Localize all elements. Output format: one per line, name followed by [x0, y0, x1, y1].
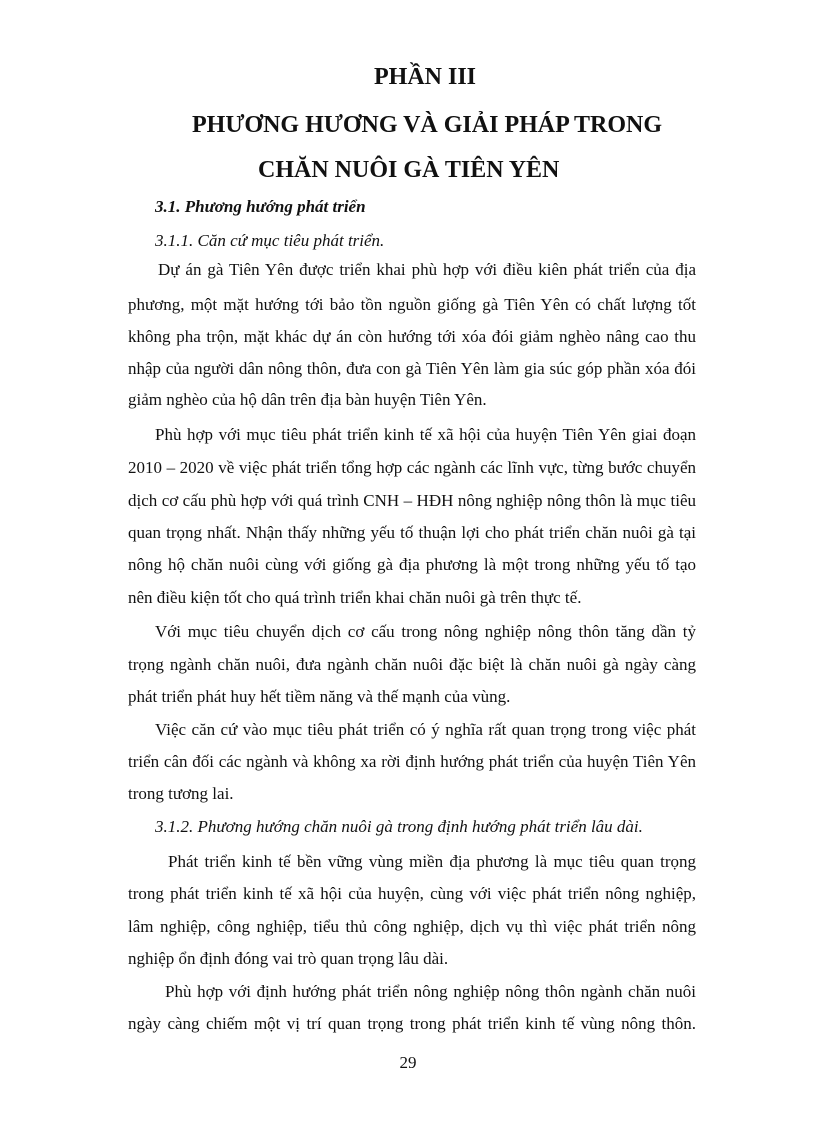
paragraph-3-line: Với mục tiêu chuyển dịch cơ cấu trong nông nghiệp nông thôn tăng dần tỷ	[155, 622, 696, 641]
paragraph-6-line: ngày càng chiếm một vị trí quan trọng trong phát triển kinh tế vùng nông thôn.	[128, 1014, 696, 1033]
paragraph-5-line: lâm nghiệp, công nghiệp, tiểu thủ công nghiệp, dịch vụ thì việc phát triển nông	[128, 917, 696, 936]
paragraph-6-line: Phù hợp với định hướng phát triển nông nghiệp nông thôn ngành chăn nuôi	[165, 982, 696, 1001]
paragraph-3-line: trọng ngành chăn nuôi, đưa ngành chăn nuôi đặc biệt là chăn nuôi gà ngày càng	[128, 655, 696, 674]
paragraph-5-line: Phát triển kinh tế bền vững vùng miền địa phương là mục tiêu quan trọng	[168, 852, 696, 871]
paragraph-1-line: Dự án gà Tiên Yên được triển khai phù hợp với điều kiên phát triển của địa	[158, 260, 696, 279]
paragraph-2-line: 2010 – 2020 về việc phát triển tổng hợp các ngành các lĩnh vực, từng bước chuyển	[128, 458, 696, 477]
section-heading-3-1: 3.1. Phương hướng phát triển	[155, 197, 366, 216]
paragraph-5-line: trong phát triển kinh tế xã hội của huyện, cùng với việc phát triển nông nghiệp,	[128, 884, 696, 903]
paragraph-1-line: giảm nghèo của hộ dân trên địa bàn huyện Tiên Yên.	[128, 390, 487, 409]
subsection-heading-3-1-1: 3.1.1. Căn cứ mục tiêu phát triển.	[155, 231, 385, 250]
paragraph-5-line: nghiệp ổn định đóng vai trò quan trọng lâu dài.	[128, 949, 449, 968]
paragraph-1-line: không pha trộn, mặt khác dự án còn hướng tới xóa đói giảm nghèo nâng cao thu	[128, 327, 696, 346]
paragraph-2-line: nông hộ chăn nuôi cùng với giống gà địa phương là một trong những yếu tố tạo	[128, 555, 696, 574]
chapter-title-line-1: PHƯƠNG HƯƠNG VÀ GIẢI PHÁP TRONG	[192, 112, 663, 138]
paragraph-3-line: phát triển phát huy hết tiềm năng và thế mạnh của vùng.	[128, 687, 511, 706]
paragraph-2-line: dịch cơ cấu phù hợp với quá trình CNH – HĐH nông nghiệp nông thôn là mục tiêu	[128, 491, 696, 510]
paragraph-2-line: Phù hợp với mục tiêu phát triển kinh tế xã hội của huyện Tiên Yên giai đoạn	[155, 425, 696, 444]
paragraph-4-line: trong tương lai.	[128, 784, 234, 803]
paragraph-2-line: nên điều kiện tốt cho quá trình triển khai chăn nuôi gà trên thực tế.	[128, 588, 582, 607]
chapter-title-line-2: CHĂN NUÔI GÀ TIÊN YÊN	[258, 157, 560, 183]
paragraph-1-line: phương, một mặt hướng tới bảo tồn nguồn giống gà Tiên Yên có chất lượng tốt	[128, 295, 696, 314]
paragraph-4-line: Việc căn cứ vào mục tiêu phát triển có ý nghĩa rất quan trọng trong việc phát	[155, 720, 696, 739]
part-heading: PHẦN III	[374, 64, 477, 90]
paragraph-2-line: quan trọng nhất. Nhận thấy những yếu tố thuận lợi cho phát triển chăn nuôi gà tại	[128, 523, 696, 542]
page-number: 29	[399, 1053, 417, 1072]
subsection-heading-3-1-2: 3.1.2. Phương hướng chăn nuôi gà trong định hướng phát triển lâu dài.	[155, 817, 643, 836]
paragraph-1-line: nhập của người dân nông thôn, đưa con gà Tiên Yên làm gia súc góp phần xóa đói	[128, 359, 696, 378]
paragraph-4-line: triển cân đối các ngành và không xa rời định hướng phát triển của huyện Tiên Yên	[128, 752, 696, 771]
